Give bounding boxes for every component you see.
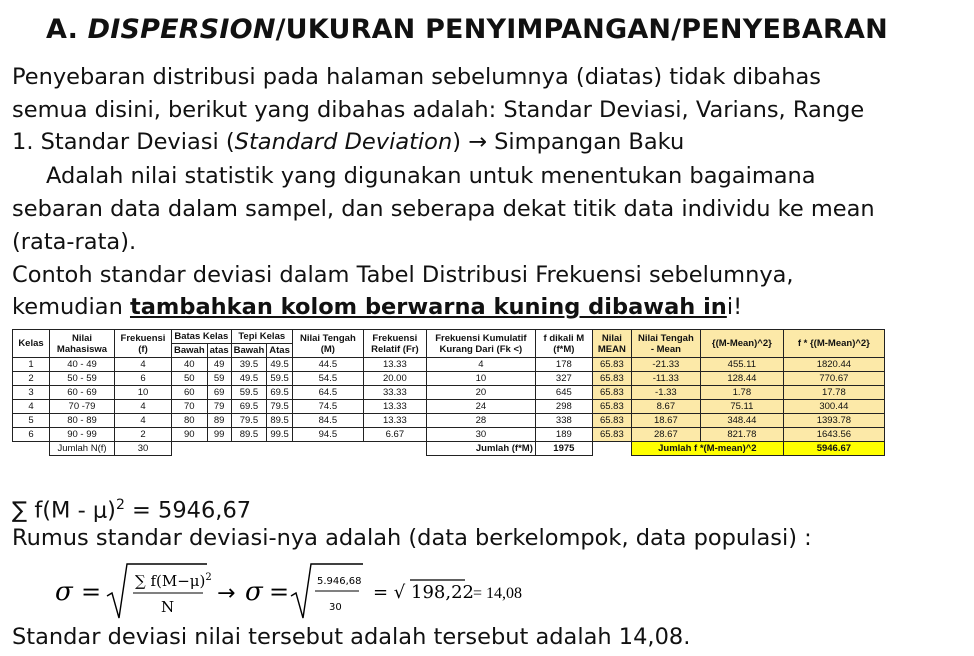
header-nilai-tengah: Nilai Tengah (M) [292, 330, 363, 358]
table-cell: 54.5 [292, 372, 363, 386]
conclusion-line: Standar deviasi nilai tersebut adalah tersebut adalah 14,08. [12, 624, 691, 650]
table-cell: 65.83 [592, 414, 631, 428]
fraction-1-numerator: ∑ $f(M-\mu)^2$ [135, 572, 212, 590]
table-cell: 60 - 69 [50, 386, 115, 400]
table-cell: -11.33 [631, 372, 700, 386]
header-mean: Nilai MEAN [592, 330, 631, 358]
table-cell: 20 [426, 386, 535, 400]
table-cell: 79.5 [231, 414, 267, 428]
table-cell: 75.11 [700, 400, 783, 414]
table-cell: 4 [115, 414, 172, 428]
table-row [13, 358, 885, 372]
table-cell: 44.5 [292, 358, 363, 372]
table-cell: 645 [535, 386, 592, 400]
table-cell: 59.5 [267, 372, 293, 386]
table-cell: 90 - 99 [50, 428, 115, 442]
page-title: A. DISPERSION/UKURAN PENYIMPANGAN/PENYEBARAN [46, 14, 888, 45]
table-cell: 4 [426, 358, 535, 372]
table-cell: 8.67 [631, 400, 700, 414]
table-cell: 39.5 [231, 358, 267, 372]
table-cell: 189 [535, 428, 592, 442]
paragraph-line: sebaran data dalam sampel, dan seberapa dekat titik data individu ke mean [12, 196, 875, 222]
table-cell: 3 [13, 386, 50, 400]
table-cell: 80 - 89 [50, 414, 115, 428]
paragraph-line: semua disini, berikut yang dibahas adalah: Standar Deviasi, Varians, Range [12, 97, 865, 123]
table-cell: 13.33 [363, 414, 426, 428]
table-row [13, 400, 885, 414]
table-cell: 20.00 [363, 372, 426, 386]
table-cell: 28.67 [631, 428, 700, 442]
table-cell: 65.83 [592, 372, 631, 386]
header-batas-kelas: Batas Kelas [172, 330, 232, 344]
table-cell: 64.5 [292, 386, 363, 400]
table-cell: 28 [426, 414, 535, 428]
table-cell: 69.5 [267, 386, 293, 400]
header-tepi-atas: Atas [267, 344, 293, 358]
table-cell: 348.44 [700, 414, 783, 428]
equals-sign-2: = [269, 578, 290, 606]
header-kelas: Kelas [13, 330, 50, 358]
paragraph-line: 1. Standar Deviasi (Standard Deviation) → Simpangan Baku [12, 129, 685, 155]
table-cell: 455.11 [700, 358, 783, 372]
paragraph-line: Penyebaran distribusi pada halaman sebelumnya (diatas) tidak dibahas [12, 64, 821, 90]
paragraph-line: (rata-rata). [12, 229, 137, 255]
table-cell: 2 [13, 372, 50, 386]
table-cell: 13.33 [363, 400, 426, 414]
table-cell: 89.5 [267, 414, 293, 428]
table-cell: 60 [172, 386, 208, 400]
table-cell: 90 [172, 428, 208, 442]
table-cell: 79 [207, 400, 231, 414]
table-cell: 770.67 [783, 372, 884, 386]
table-cell: 178 [535, 358, 592, 372]
table-cell: 89 [207, 414, 231, 428]
table-cell: 49.5 [267, 358, 293, 372]
header-frek-kumulatif: Frekuensi Kumulatif Kurang Dari (Fk <) [426, 330, 535, 358]
table-cell: 24 [426, 400, 535, 414]
table-cell: 65.83 [592, 400, 631, 414]
table-cell: 1.78 [700, 386, 783, 400]
table-cell: 84.5 [292, 414, 363, 428]
frequency-table [12, 329, 885, 456]
table-cell: 13.33 [363, 358, 426, 372]
table-cell: 94.5 [292, 428, 363, 442]
table-cell: 74.5 [292, 400, 363, 414]
table-cell: 40 - 49 [50, 358, 115, 372]
rumus-line: Rumus standar deviasi-nya adalah (data berkelompok, data populasi) : [12, 525, 812, 551]
table-cell: 40 [172, 358, 208, 372]
table-cell: 1643.56 [783, 428, 884, 442]
table-row [13, 428, 885, 442]
table-row [13, 386, 885, 400]
formula-graphic [55, 560, 575, 624]
table-cell: 1 [13, 358, 50, 372]
paragraph-line: Adalah nilai statistik yang digunakan untuk menentukan bagaimana [46, 163, 816, 189]
header-frekuensi: Frekuensi (f) [115, 330, 172, 358]
table-cell: 327 [535, 372, 592, 386]
arrow: → [217, 581, 236, 606]
header-f-squared: f * {(M-Mean)^2} [783, 330, 884, 358]
table-cell: 4 [115, 358, 172, 372]
table-cell: 1393.78 [783, 414, 884, 428]
table-cell: 99 [207, 428, 231, 442]
paragraph-line: Contoh standar deviasi dalam Tabel Distribusi Frekuensi sebelumnya, [12, 262, 794, 288]
table-cell: 5 [13, 414, 50, 428]
total-squared-label: Jumlah f *(M-mean)^2 [631, 442, 783, 456]
table-cell: 99.5 [267, 428, 293, 442]
table-cell: 338 [535, 414, 592, 428]
header-nilai: Nilai Mahasiswa [50, 330, 115, 358]
table-cell: 65.83 [592, 386, 631, 400]
equals-sign: = [81, 578, 102, 606]
table-cell: 4 [115, 400, 172, 414]
table-cell: 4 [13, 400, 50, 414]
table-cell: 59 [207, 372, 231, 386]
header-batas-atas: atas [207, 344, 231, 358]
total-n-label: Jumlah N(f) [50, 442, 115, 456]
table-cell: 1820.44 [783, 358, 884, 372]
table-cell: 6 [13, 428, 50, 442]
header-f-kali-m: f dikali M (f*M) [535, 330, 592, 358]
table-cell: 6 [115, 372, 172, 386]
table-cell: 69.5 [231, 400, 267, 414]
table-cell: 33.33 [363, 386, 426, 400]
table-cell: 298 [535, 400, 592, 414]
table-footer-row [13, 442, 885, 456]
table-cell: 69 [207, 386, 231, 400]
sigma-symbol: σ [55, 577, 73, 607]
header-tepi-bawah: Bawah [231, 344, 267, 358]
sum-line: ∑ f(M - μ)$^2$ = 5946,67 [12, 497, 252, 524]
fraction-1-denominator: N [161, 598, 175, 616]
table-cell: 30 [426, 428, 535, 442]
table-cell: 50 - 59 [50, 372, 115, 386]
header-tepi-kelas: Tepi Kelas [231, 330, 292, 344]
table-cell: 70 [172, 400, 208, 414]
sigma-symbol-2: σ [245, 577, 263, 607]
table-cell: 128.44 [700, 372, 783, 386]
table-row [13, 414, 885, 428]
header-nt-minus-mean: Nilai Tengah - Mean [631, 330, 700, 358]
table-cell: 65.83 [592, 428, 631, 442]
table-cell: -21.33 [631, 358, 700, 372]
table-cell: 2 [115, 428, 172, 442]
table-cell: 50 [172, 372, 208, 386]
header-frek-relatif: Frekuensi Relatif (Fr) [363, 330, 426, 358]
total-squared-value: 5946.67 [783, 442, 884, 456]
table-cell: 18.67 [631, 414, 700, 428]
table-cell: 10 [426, 372, 535, 386]
table-cell: 49 [207, 358, 231, 372]
total-fm-label: Jumlah (f*M) [426, 442, 535, 456]
table-cell: 79.5 [267, 400, 293, 414]
table-cell: 59.5 [231, 386, 267, 400]
radicand: 198,22 [411, 582, 474, 603]
total-fm-value: 1975 [535, 442, 592, 456]
total-n-value: 30 [115, 442, 172, 456]
table-cell: 17.78 [783, 386, 884, 400]
table-row [13, 372, 885, 386]
table-cell: 821.78 [700, 428, 783, 442]
paragraph-line: kemudian tambahkan kolom berwarna kuning dibawah ini! [12, 294, 743, 320]
table-cell: 80 [172, 414, 208, 428]
table-cell: 300.44 [783, 400, 884, 414]
fraction-2-denominator: 30 [329, 602, 342, 613]
header-squared: {(M-Mean)^2} [700, 330, 783, 358]
equals-sqrt: = √ [373, 582, 406, 603]
table-cell: 49.5 [231, 372, 267, 386]
table-cell: 10 [115, 386, 172, 400]
fraction-2-numerator: 5.946,68 [317, 576, 362, 587]
std-dev-formula [55, 560, 575, 628]
table-cell: -1.33 [631, 386, 700, 400]
header-batas-bawah: Bawah [172, 344, 208, 358]
table-cell: 65.83 [592, 358, 631, 372]
table-cell: 89.5 [231, 428, 267, 442]
table-cell: 6.67 [363, 428, 426, 442]
table-cell: 70 -79 [50, 400, 115, 414]
result: = 14,08 [473, 585, 523, 602]
